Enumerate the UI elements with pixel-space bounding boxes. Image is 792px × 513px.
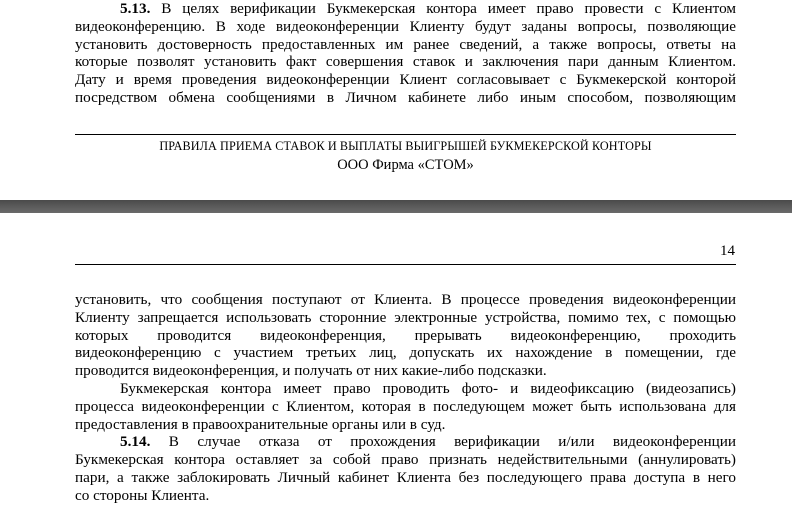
page-number-rule [75,264,736,265]
line-text: В целях верификации Букмекерская контора имеет право провести с Клиентом [161,0,736,17]
paragraph-line: предоставления в правоохранительные органы или в суд. [75,415,446,433]
lower-page-body [75,291,736,505]
paragraph-line: пари, а также заблокировать Личный кабинет Клиента без последующего права доступа в него [75,468,736,486]
paragraph-line: проводится видеоконференция, и получать от них какие-либо подсказки. [75,362,547,380]
section-number: 5.14. [120,433,151,451]
running-header-title: ПРАВИЛА ПРИЕМА СТАВОК И ВЫПЛАТЫ ВЫИГРЫШЕЙ БУКМЕКЕРСКОЙ КОНТОРЫ [159,139,652,153]
paragraph-line: видеоконференцию с участием третьих лиц, допускать их нахождение в помещении, где [75,344,736,362]
paragraph-line: Букмекерская контора имеет право проводить фото- и видеофиксацию (видеозапись) [120,379,736,397]
line-text: В случае отказа от прохождения верификации и/или видеоконференции [168,433,737,451]
paragraph-line: со стороны Клиента. [75,486,210,504]
paragraph-line: процесса видеоконференции с Клиентом, которая в последующем может быть использована для [75,397,736,415]
paragraph-line: Клиенту запрещается использовать сторонние электронные устройства, помимо тех, с помощью [75,308,736,326]
running-header-company: ООО Фирма «СТОМ» [337,157,474,173]
paragraph-line: которых проводится видеоконференция, прерывать видеоконференцию, проходить [75,326,736,344]
paragraph-line [75,0,736,18]
paragraph-line: установить достоверность предоставленных им ранее сведений, а также вопросы, ответы на [75,35,736,53]
page-separator [0,200,792,213]
section-number: 5.13. [120,0,151,17]
page-number: 14 [720,243,735,259]
paragraph-line: которые позволят установить факт совершения ставок и заключения пари данным Клиентом. [75,53,736,71]
running-header-rule [75,134,736,135]
paragraph-line: видеоконференцию. В ходе видеоконференции Клиенту будут заданы вопросы, позволяющие [75,17,736,35]
section-5-13-paragraph [75,0,736,107]
paragraph-line: Дату и время проведения видеоконференции Клиент согласовывает с Букмекерской конторой [75,71,736,89]
paragraph-line: установить, что сообщения поступают от Клиента. В процессе проведения видеоконференции [75,291,736,308]
paragraph-line [75,433,736,451]
paragraph-line: посредством обмена сообщениями в Личном кабинете либо иным способом, позволяющим [75,88,736,106]
paragraph-line: Букмекерская контора оставляет за собой право признать недействительными (аннулировать) [75,451,736,469]
